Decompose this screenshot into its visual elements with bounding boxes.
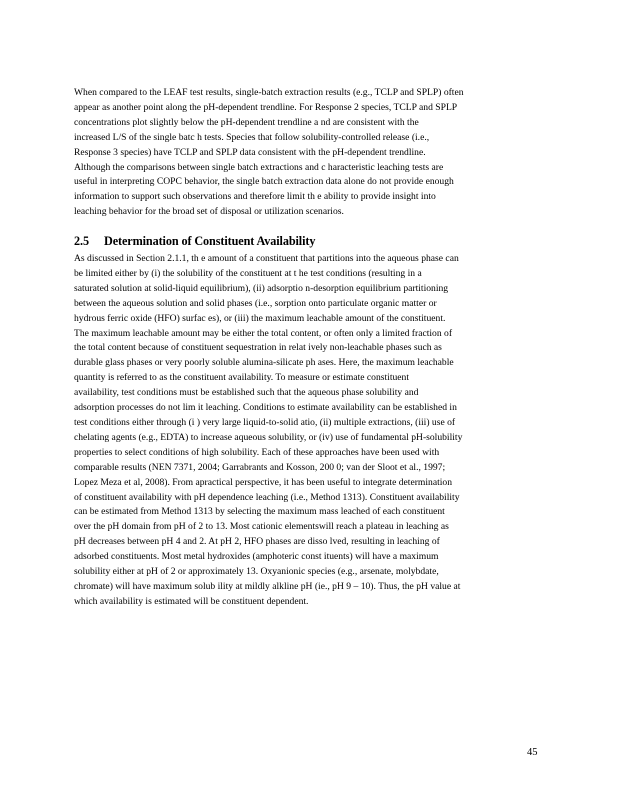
text-line: chromate) will have maximum solub ility at mildly alkline pH (ie., pH 9 – 10). Thus, the pH value at — [74, 580, 461, 592]
text-line: As discussed in Section 2.1.1, th e amount of a constituent that partitions into the aqueous phase can — [74, 253, 459, 264]
text-line: of constituent availability with pH dependence leaching (i.e., Method 1313). Constituent availability — [74, 491, 460, 503]
text-line: hydrous ferric oxide (HFO) surfac es), or (iii) the maximum leachable amount of the constituent. — [74, 312, 446, 324]
section-heading — [74, 234, 315, 249]
text-line: durable glass phases or very poorly soluble alumina‐silicate ph ases. Here, the maximum leachable — [74, 357, 454, 369]
page-number: 45 — [527, 747, 538, 758]
text-line: between the aqueous solution and solid phases (i.e., sorption onto particulate organic matter or — [74, 297, 437, 309]
text-line: Although the comparisons between single batch extractions and c haracteristic leaching tests are — [74, 161, 444, 173]
text-line: solubility either at pH of 2 or approximately 13. Oxyanionic species (e.g., arsenate, molybdate, — [74, 566, 439, 578]
text-line: availability, test conditions must be established such that the aqueous phase solubility and — [74, 387, 419, 399]
paragraph-constituent-availability — [74, 252, 548, 610]
text-line: pH decreases between pH 4 and 2. At pH 2, HFO phases are disso lved, resulting in leaching of — [74, 536, 440, 548]
text-line: over the pH domain from pH of 2 to 13. Most cationic elementswill reach a plateau in leaching as — [74, 521, 449, 533]
text-line: Response 3 species) have TCLP and SPLP data consistent with the pH‐dependent trendline. — [74, 146, 426, 158]
text-line: can be estimated from Method 1313 by selecting the maximum mass leached of each constituent — [74, 506, 445, 518]
text-line: useful in interpreting COPC behavior, the single batch extraction data alone do not provide enough — [74, 176, 454, 188]
text-line: comparable results (NEN 7371, 2004; Garrabrants and Kosson, 200 0; van der Sloot et al., 1997; — [74, 461, 446, 473]
text-line: The maximum leachable amount may be either the total content, or often only a limited fraction of — [74, 327, 453, 339]
text-line: leaching behavior for the broad set of disposal or utilization scenarios. — [74, 206, 344, 218]
section-number: 2.5 — [74, 234, 89, 248]
text-line: appear as another point along the pH‐dependent trendline. For Response 2 species, TCLP and SPLP — [74, 101, 458, 113]
text-line: chelating agents (e.g., EDTA) to increase aqueous solubility, or (iv) use of fundamental pH‐solubility — [74, 431, 463, 443]
text-line: properties to select conditions of high solubility. Each of these approaches have been used with — [74, 446, 440, 458]
paragraph-leaf-comparison — [74, 86, 548, 220]
text-line: Lopez Meza et al, 2008). From apractical perspective, it has been useful to integrate determination — [74, 476, 453, 488]
text-line: adsorbed constituents. Most metal hydroxides (amphoteric const ituents) will have a maximum — [74, 551, 439, 563]
text-line: When compared to the LEAF test results, single‐batch extraction results (e.g., TCLP and SPLP) often — [74, 87, 464, 98]
text-line: test conditions either through (i ) very large liquid‐to‐solid atio, (ii) multiple extractions, (iii) use of — [74, 416, 456, 428]
text-line: concentrations plot slightly below the pH‐dependent trendline a nd are consistent with the — [74, 116, 419, 128]
text-line: be limited either by (i) the solubility of the constituent at t he test conditions (resulting in a — [74, 267, 422, 279]
text-line: the total content because of constituent sequestration in relat ively non‐leachable phases such as — [74, 342, 442, 354]
text-line: saturated solution at solid‐liquid equilibrium), (ii) adsorptio n‐desorption equilibrium partitioning — [74, 282, 449, 294]
text-line: which availability is estimated will be constituent dependent. — [74, 595, 309, 607]
text-line: increased L/S of the single batc h tests. Species that follow solubility‐controlled release (i.e., — [74, 131, 430, 143]
text-line: adsorption processes do not lim it leaching. Conditions to estimate availability can be established in — [74, 402, 457, 414]
text-line: quantity is referred to as the constituent availability. To measure or estimate constituent — [74, 372, 410, 384]
text-line: information to support such observations and therefore limit th e ability to provide insight into — [74, 191, 436, 203]
section-title: Determination of Constituent Availability — [104, 234, 316, 248]
